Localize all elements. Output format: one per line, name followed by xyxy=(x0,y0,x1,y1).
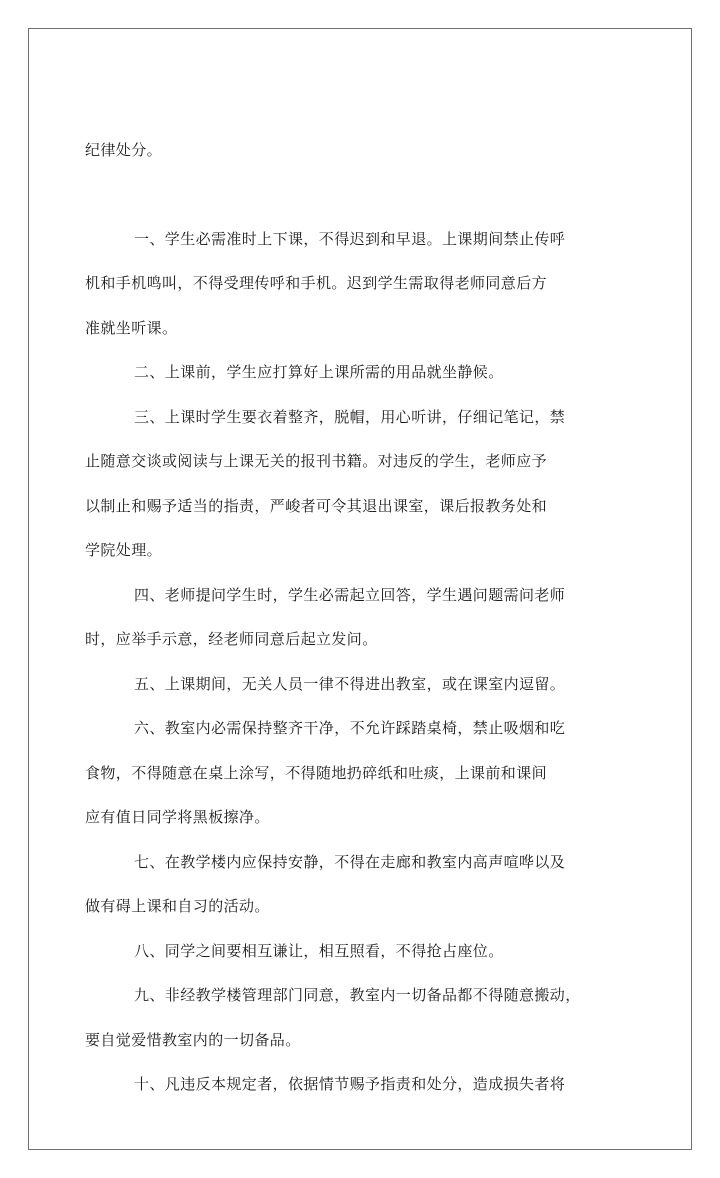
text-line: 六、教室内必需保持整齐干净，不允许踩踏桌椅，禁止吸烟和吃 xyxy=(134,719,566,737)
document-page xyxy=(28,28,692,1150)
text-line: 要自觉爱惜教室内的一切备品。 xyxy=(85,1030,301,1049)
text-line: 纪律处分。 xyxy=(85,141,163,159)
text-line: 食物，不得随意在桌上涂写，不得随地扔碎纸和吐痰，上课前和课间 xyxy=(85,763,548,782)
text-line: 机和手机鸣叫，不得受理传呼和手机。迟到学生需取得老师同意后方 xyxy=(85,274,548,292)
text-line: 八、同学之间要相互谦让，相互照看，不得抢占座位。 xyxy=(134,941,504,960)
text-line: 七、在教学楼内应保持安静，不得在走廊和教室内高声喧哗以及 xyxy=(134,852,566,871)
text-line: 止随意交谈或阅读与上课无关的报刊书籍。对违反的学生，老师应予 xyxy=(85,452,548,470)
text-line: 做有碍上课和自习的活动。 xyxy=(85,897,270,915)
text-line: 以制止和赐予适当的指责，严峻者可令其退出课室，课后报教务处和 xyxy=(85,496,548,515)
text-line: 准就坐听课。 xyxy=(85,318,178,337)
text-line: 五、上课期间，无关人员一律不得进出教室，或在课室内逗留。 xyxy=(134,674,566,693)
text-line: 三、上课时学生要衣着整齐，脱帽，用心听讲，仔细记笔记，禁 xyxy=(134,407,566,426)
text-line: 九、非经教学楼管理部门同意，教室内一切备品都不得随意搬动， xyxy=(134,986,581,1004)
text-line: 二、上课前，学生应打算好上课所需的用品就坐静候。 xyxy=(134,363,504,381)
paragraph-gap xyxy=(85,173,635,217)
text-line: 一、学生必需准时上下课，不得迟到和早退。上课期间禁止传呼 xyxy=(134,229,566,248)
document-body xyxy=(85,128,635,1107)
text-line: 应有值日同学将黑板擦净。 xyxy=(85,808,270,826)
text-line: 学院处理。 xyxy=(85,541,163,559)
text-line: 四、老师提问学生时，学生必需起立回答，学生遇问题需问老师 xyxy=(134,585,566,604)
text-line: 十、凡违反本规定者，依据情节赐予指责和处分，造成损失者将 xyxy=(134,1075,566,1093)
text-line: 时，应举手示意，经老师同意后起立发问。 xyxy=(85,630,378,648)
